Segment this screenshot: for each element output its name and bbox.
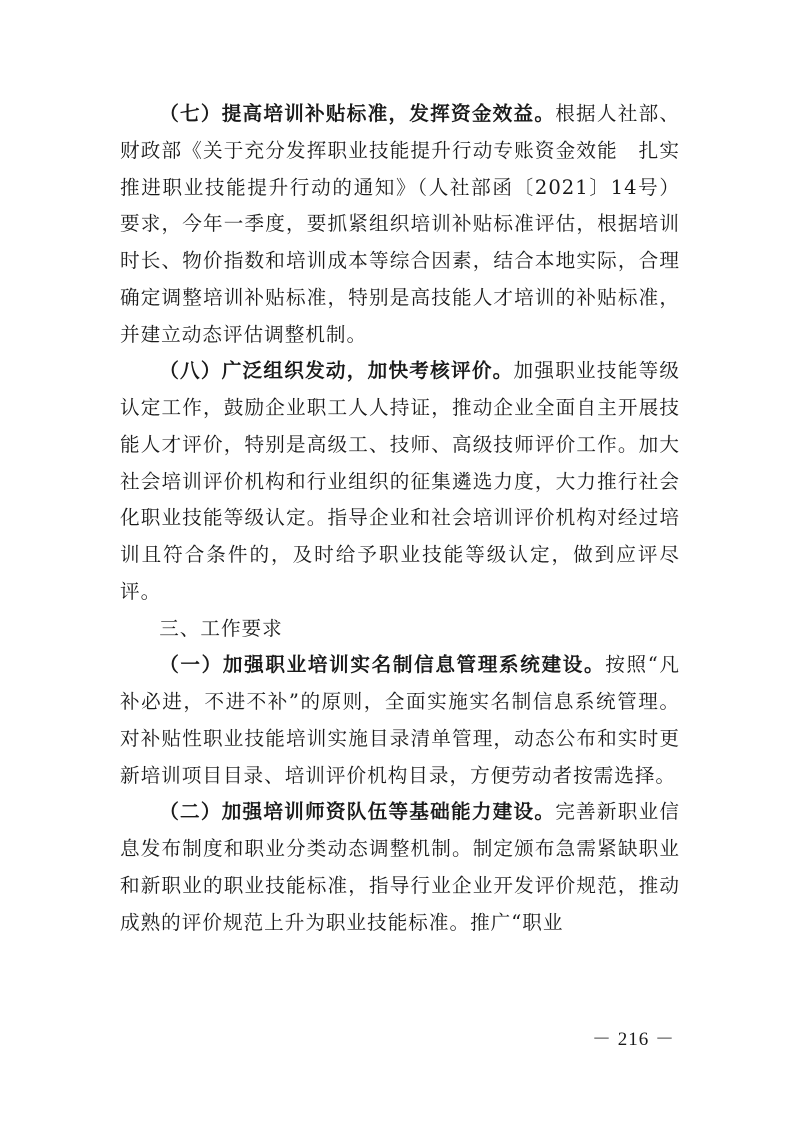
paragraph-7-lead: （七）提高培训补贴标准，发挥资金效益。	[159, 102, 556, 125]
requirement-2	[120, 794, 680, 941]
requirement-1-lead: （一）加强职业培训实名制信息管理系统建设。	[159, 653, 606, 677]
requirement-2-text: 完善新职业信息发布制度和职业分类动态调整机制。制定颁布急需紧缺职业和新职业的职业技能标准，指导行业企业开发评价规范，推动成熟的评价规范上升为职业技能标准。推广“职业	[120, 800, 681, 934]
requirement-2-lead: （二）加强培训师资队伍等基础能力建设。	[159, 800, 556, 824]
section-heading: 三、工作要求	[159, 616, 283, 640]
paragraph-8	[120, 353, 680, 610]
document-body	[120, 96, 680, 941]
paragraph-7-text: 根据人社部、财政部《关于充分发挥职业技能提升行动专账资金效能 扎实推进职业技能提升行动的通知》（人社部函〔2021〕14号）要求，今年一季度，要抓紧组织培训补贴标准评估，根据培训时长、物价指数和培训成本等综合因素，结合本地实际，合理确定调整培训补贴标准，特别是高技能人才培训的补贴标准，并建立动态评估调整机制。	[120, 102, 681, 346]
requirement-1-text: 按照“凡补必进，不进不补”的原则，全面实施实名制信息系统管理。对补贴性职业技能培训实施目录清单管理，动态公布和实时更新培训项目目录、培训评价机构目录，方便劳动者按需选择。	[120, 653, 680, 787]
paragraph-8-text: 加强职业技能等级认定工作，鼓励企业职工人人持证，推动企业全面自主开展技能人才评价，特别是高级工、技师、高级技师评价工作。加大社会培训评价机构和行业组织的征集遴选力度，大力推行社会化职业技能等级认定。指导企业和社会培训评价机构对经过培训且符合条件的，及时给予职业技能等级认定，做到应评尽评。	[120, 359, 681, 603]
paragraph-8-lead: （八）广泛组织发动，加快考核评价。	[159, 359, 514, 383]
paragraph-7	[120, 96, 680, 353]
page-number: － 216 －	[591, 1029, 675, 1050]
requirement-1	[120, 647, 680, 794]
